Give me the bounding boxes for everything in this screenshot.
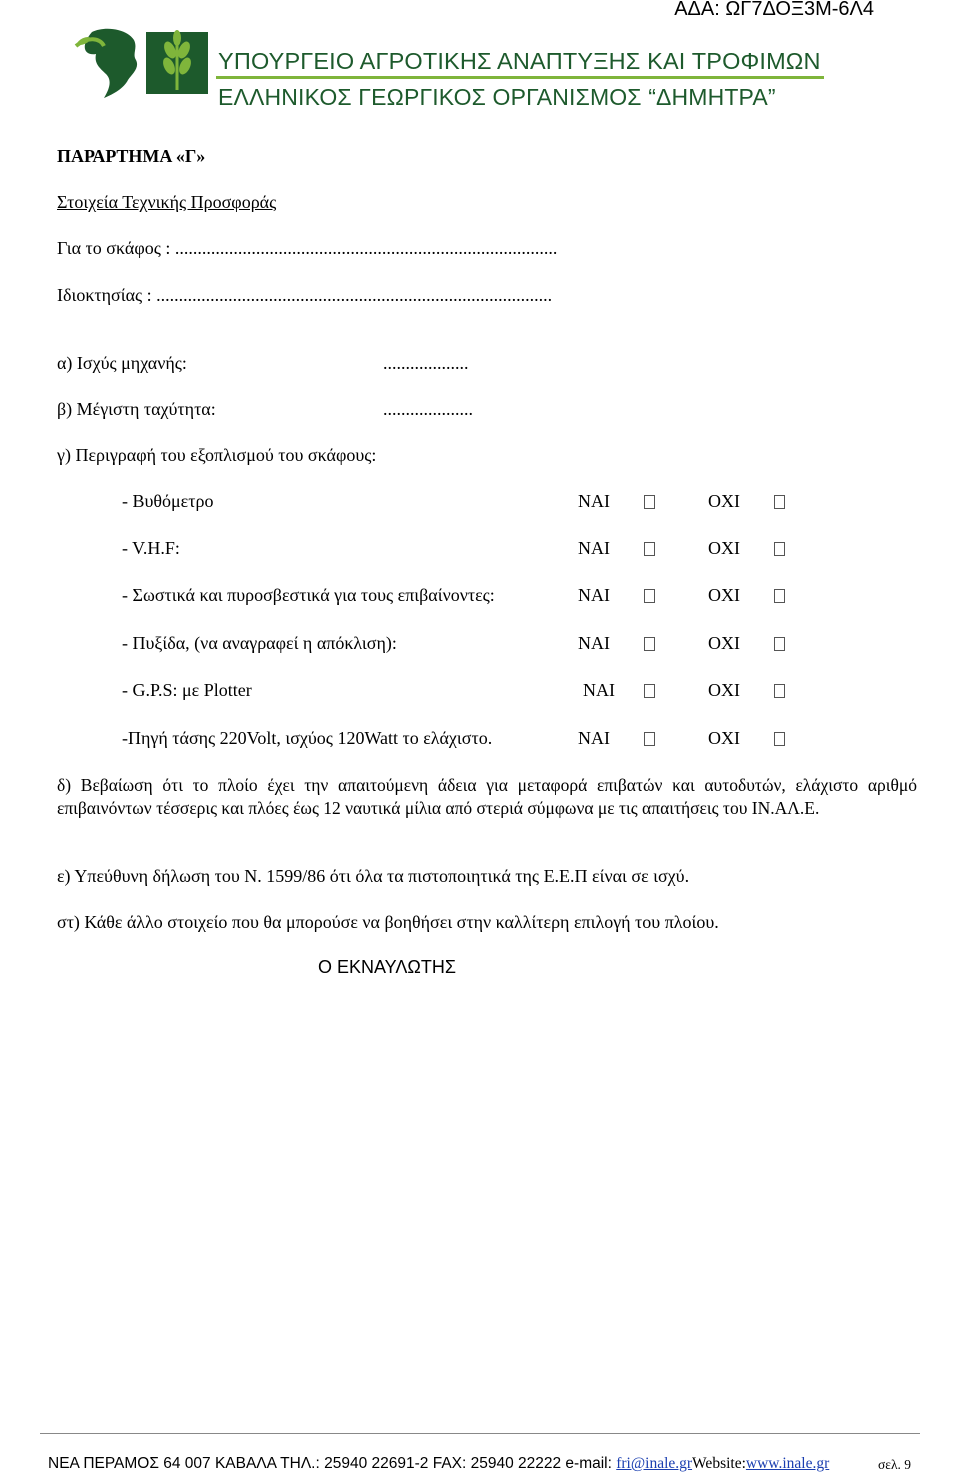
no-checkbox[interactable] — [774, 589, 785, 603]
ada-code: ΑΔΑ: ΩΓ7ΔΟΞ3Μ-6Λ4 — [674, 0, 874, 20]
item-st-paragraph: στ) Κάθε άλλο στοιχείο που θα μπορούσε να βοηθήσει στην καλλίτερη επιλογή του πλοίου. — [57, 912, 719, 932]
max-speed-label: β) Μέγιστη ταχύτητα: — [57, 399, 216, 419]
yes-label: ΝΑΙ — [578, 491, 610, 511]
footer-contact — [48, 1455, 829, 1473]
demeter-logo-graphic — [74, 24, 214, 108]
engine-power-value: ................... — [383, 353, 469, 373]
header-divider — [216, 76, 824, 79]
demeter-logo — [74, 24, 214, 108]
yes-checkbox[interactable] — [644, 542, 655, 556]
owner-line: Ιδιοκτησίας : ........................................................................................ — [57, 285, 553, 305]
no-label: ΟΧΙ — [708, 680, 740, 700]
equipment-heading: γ) Περιγραφή του εξοπλισμού του σκάφους: — [57, 445, 377, 465]
yes-checkbox[interactable] — [644, 684, 655, 698]
item-d-paragraph: δ) Βεβαίωση ότι το πλοίο έχει την απαιτούμενη άδεια για μεταφορά επιβατών και αυτοδυτών, ελάχιστο αριθμό επιβαινόντων τέσσερις και πλόες έως 12 ναυτικά μίλια από στεριά σύμφωνα με τις απαιτήσεις του ΙΝ.ΑΛ.Ε. — [57, 775, 917, 818]
no-label: ΟΧΙ — [708, 585, 740, 605]
equipment-label: - G.P.S: με Plotter — [122, 680, 252, 700]
yes-checkbox[interactable] — [644, 495, 655, 509]
yes-label: ΝΑΙ — [578, 633, 610, 653]
yes-label: ΝΑΙ — [578, 538, 610, 558]
item-e-paragraph: ε) Υπεύθυνη δήλωση του Ν. 1599/86 ότι όλα τα πιστοποιητικά της Ε.Ε.Π είναι σε ισχύ. — [57, 866, 690, 886]
no-checkbox[interactable] — [774, 732, 785, 746]
subtitle: Στοιχεία Τεχνικής Προσφοράς — [57, 192, 277, 212]
no-checkbox[interactable] — [774, 684, 785, 698]
yes-label: ΝΑΙ — [583, 680, 615, 700]
equipment-label: -Πηγή τάσης 220Volt, ισχύος 120Watt το ελάχιστο. — [122, 728, 493, 748]
engine-power-label: α) Ισχύς μηχανής: — [57, 353, 187, 373]
organization-name: ΕΛΛΗΝΙΚΟΣ ΓΕΩΡΓΙΚΟΣ ΟΡΓΑΝΙΣΜΟΣ “ΔΗΜΗΤΡΑ” — [218, 84, 776, 110]
no-label: ΟΧΙ — [708, 491, 740, 511]
no-checkbox[interactable] — [774, 637, 785, 651]
equipment-label: - Σωστικά και πυροσβεστικά για τους επιβαίνοντες: — [122, 585, 495, 605]
footer-website-link[interactable]: www.inale.gr — [745, 1455, 830, 1472]
yes-label: ΝΑΙ — [578, 585, 610, 605]
no-checkbox[interactable] — [774, 542, 785, 556]
signature-label: Ο ΕΚΝΑΥΛΩΤΗΣ — [318, 957, 456, 977]
no-label: ΟΧΙ — [708, 538, 740, 558]
ministry-name: ΥΠΟΥΡΓΕΙΟ ΑΓΡΟΤΙΚΗΣ ΑΝΑΠΤΥΞΗΣ ΚΑΙ ΤΡΟΦΙΜΩΝ — [218, 48, 821, 74]
annex-title: ΠΑΡΑΡΤΗΜΑ «Γ» — [57, 146, 206, 166]
footer-website-label: Website: — [692, 1455, 746, 1472]
equipment-label: - Πυξίδα, (να αναγραφεί η απόκλιση): — [122, 633, 397, 653]
page-number: σελ. 9 — [878, 1457, 911, 1472]
footer-divider — [40, 1433, 920, 1434]
yes-checkbox[interactable] — [644, 589, 655, 603]
vessel-line: Για το σκάφος : ..................................................................................... — [57, 238, 558, 258]
footer-email-link[interactable]: fri@inale.gr — [616, 1455, 693, 1472]
yes-checkbox[interactable] — [644, 637, 655, 651]
equipment-label: - Βυθόμετρο — [122, 491, 214, 511]
yes-label: ΝΑΙ — [578, 728, 610, 748]
no-label: ΟΧΙ — [708, 728, 740, 748]
equipment-label: - V.H.F: — [122, 538, 180, 558]
no-label: ΟΧΙ — [708, 633, 740, 653]
yes-checkbox[interactable] — [644, 732, 655, 746]
footer-address: ΝΕΑ ΠΕΡΑΜΟΣ 64 007 ΚΑΒΑΛΑ ΤΗΛ.: 25940 22691-2 FAX: 25940 22222 e-mail: — [48, 1455, 617, 1472]
no-checkbox[interactable] — [774, 495, 785, 509]
max-speed-value: .................... — [383, 399, 473, 419]
